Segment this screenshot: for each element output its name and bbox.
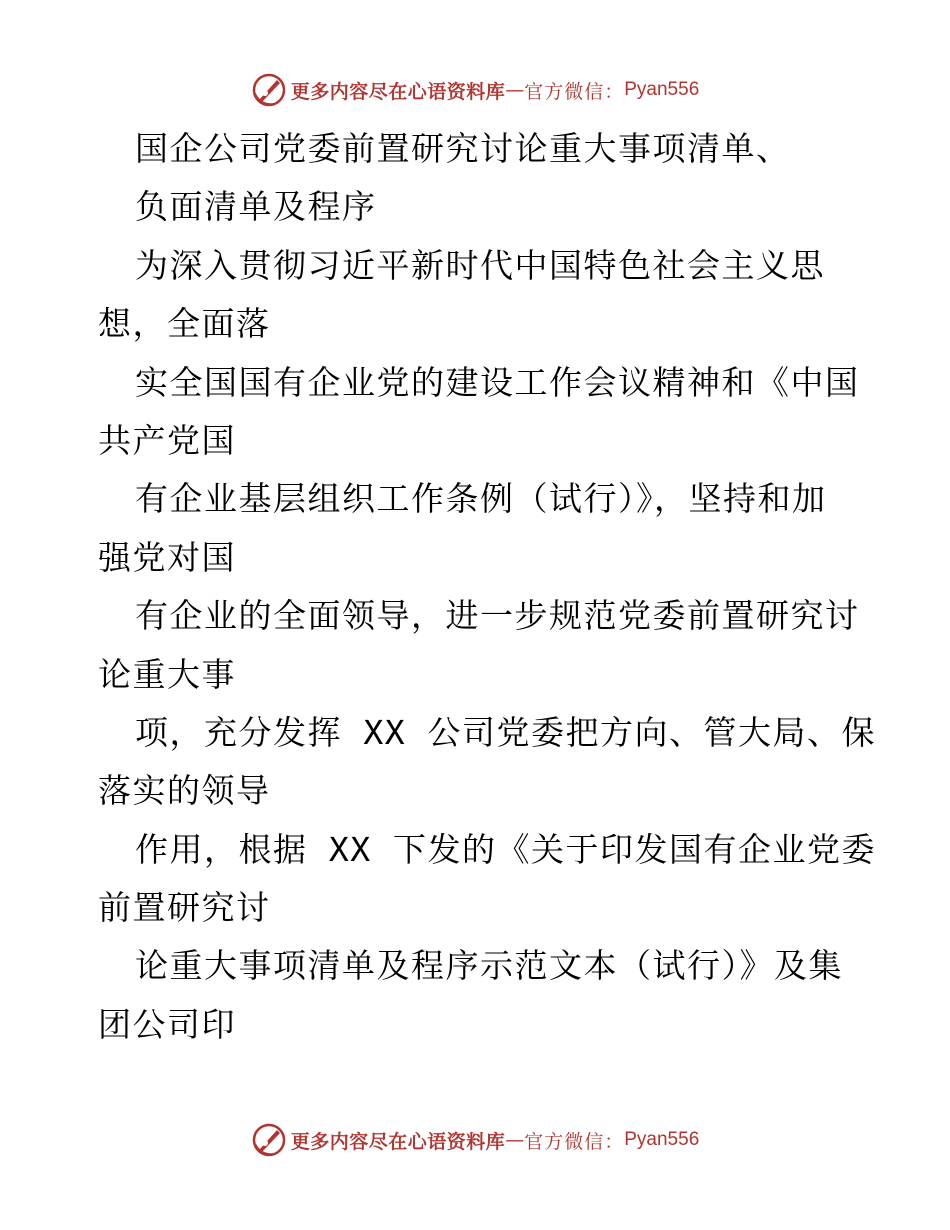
text-line: 团公司印 xyxy=(98,1004,236,1044)
watermark-dash: — xyxy=(505,1129,525,1151)
text-line: 有企业基层组织工作条例（试行）》，坚持和加 xyxy=(135,479,827,519)
text-line: 实全国国有企业党的建设工作会议精神和《中国 xyxy=(135,362,860,402)
text-line: 落实的领导 xyxy=(98,771,271,811)
text-line: 作用，根据 XX 下发的《关于印发国有企业党委 xyxy=(135,829,876,869)
watermark-wechat-id: Pyan556 xyxy=(624,1129,700,1150)
text-line: 想，全面落 xyxy=(98,304,271,344)
text-line: 论重大事 xyxy=(98,654,236,694)
watermark-wechat-label: 官方微信： xyxy=(524,80,625,103)
text-line: 共产党国 xyxy=(98,420,236,460)
text-line: 强党对国 xyxy=(98,537,236,577)
document-body xyxy=(98,120,876,1054)
text-line: 为深入贯彻习近平新时代中国特色社会主义思 xyxy=(135,245,825,285)
text-line: 有企业的全面领导，进一步规范党委前置研究讨 xyxy=(135,596,860,636)
text-line: 国企公司党委前置研究讨论重大事项清单、 xyxy=(135,129,791,168)
watermark-wechat-id: Pyan556 xyxy=(624,79,700,100)
pen-logo-icon xyxy=(251,72,287,108)
text-line: 论重大事项清单及程序示范文本（试行）》及集 xyxy=(135,946,843,986)
header-watermark xyxy=(0,70,950,110)
watermark-wechat-label: 官方微信： xyxy=(524,1130,625,1153)
footer-watermark xyxy=(0,1120,950,1160)
text-line: 项，充分发挥 XX 公司党委把方向、管大局、保 xyxy=(135,712,876,752)
watermark-text: 更多内容尽在心语资料库 xyxy=(290,80,506,103)
pen-logo-icon xyxy=(251,1122,287,1158)
text-line: 负面清单及程序 xyxy=(135,187,377,227)
text-line: 前置研究讨 xyxy=(98,888,271,928)
watermark-dash: — xyxy=(505,79,525,101)
watermark-text: 更多内容尽在心语资料库 xyxy=(290,1130,506,1153)
